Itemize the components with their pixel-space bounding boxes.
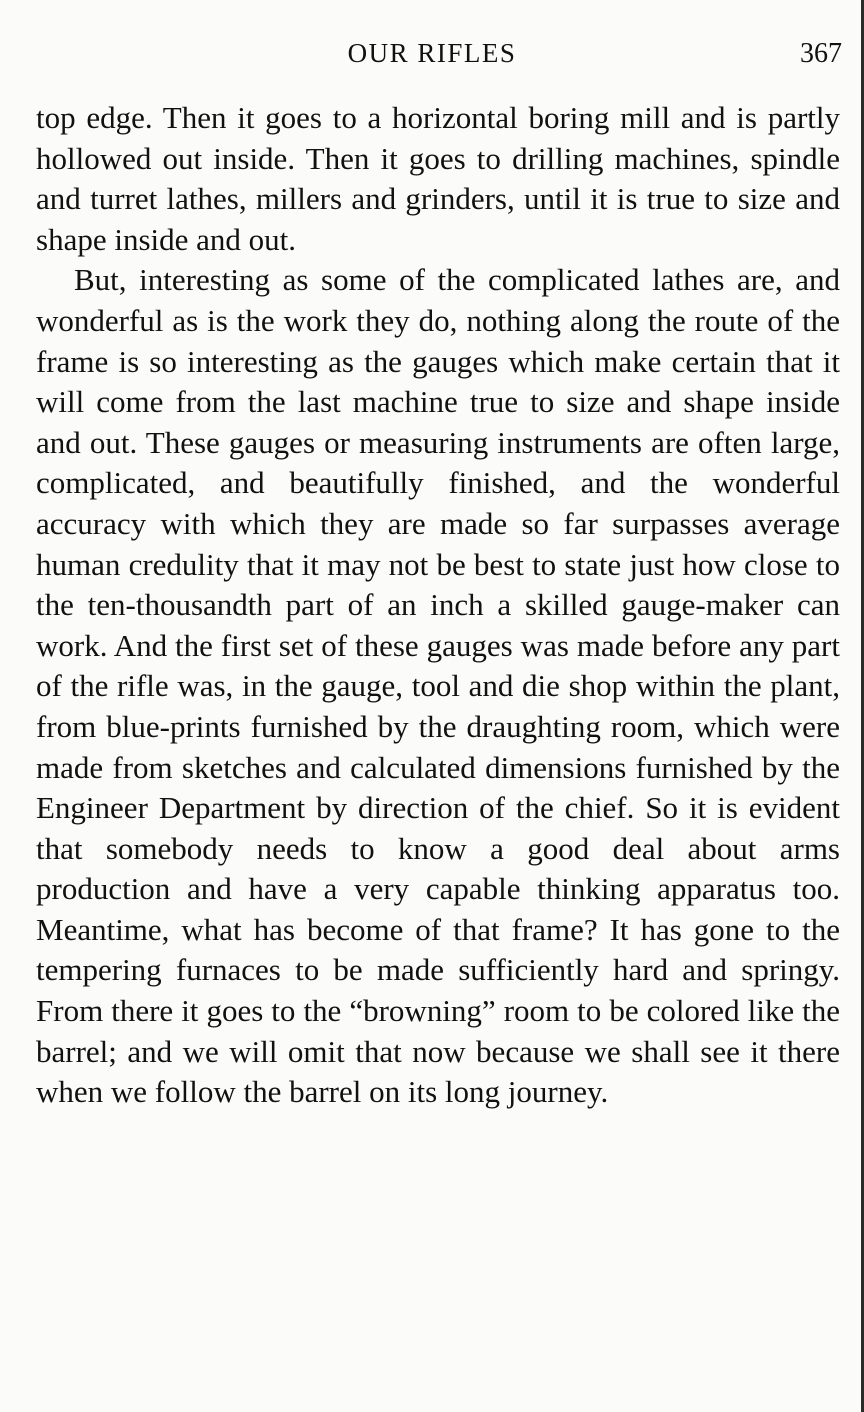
page-number: 367 [800, 38, 842, 69]
running-head: OUR RIFLES [347, 38, 517, 68]
page-header [0, 38, 864, 72]
body-text [36, 98, 840, 1113]
paragraph-1: top edge. Then it goes to a horizontal boring mill and is partly hollowed out inside. Then it goes to drilling machines, spindle and turret lathes, millers and grinders, until it is true to size and shape inside and out. [36, 100, 840, 257]
paragraph-2: But, interesting as some of the complicated lathes are, and wonderful as is the work they do, nothing along the route of the frame is so interesting as the gauges which make certain that it will come from the last machine true to size and shape inside and out. These gauges or measuring instruments are often large, complicated, and beautifully finished, and the wonderful accuracy with which they are made so far surpasses average human credulity that it may not be best to state just how close to the ten-thousandth part of an inch a skilled gauge-maker can work. And the first set of these gauges was made before any part of the rifle was, in the gauge, tool and die shop within the plant, from blue-prints furnished by the draughting room, which were made from sketches and calculated dimensions furnished by the Engineer Department by direction of the chief. So it is evident that somebody needs to know a good deal about arms production and have a very capable thinking apparatus too. Meantime, what has become of that frame? It has gone to the tempering furnaces to be made sufficiently hard and springy. From there it goes to the “browning” room to be colored like the barrel; and we will omit that now because we shall see it there when we follow the barrel on its long journey. [36, 262, 840, 1110]
